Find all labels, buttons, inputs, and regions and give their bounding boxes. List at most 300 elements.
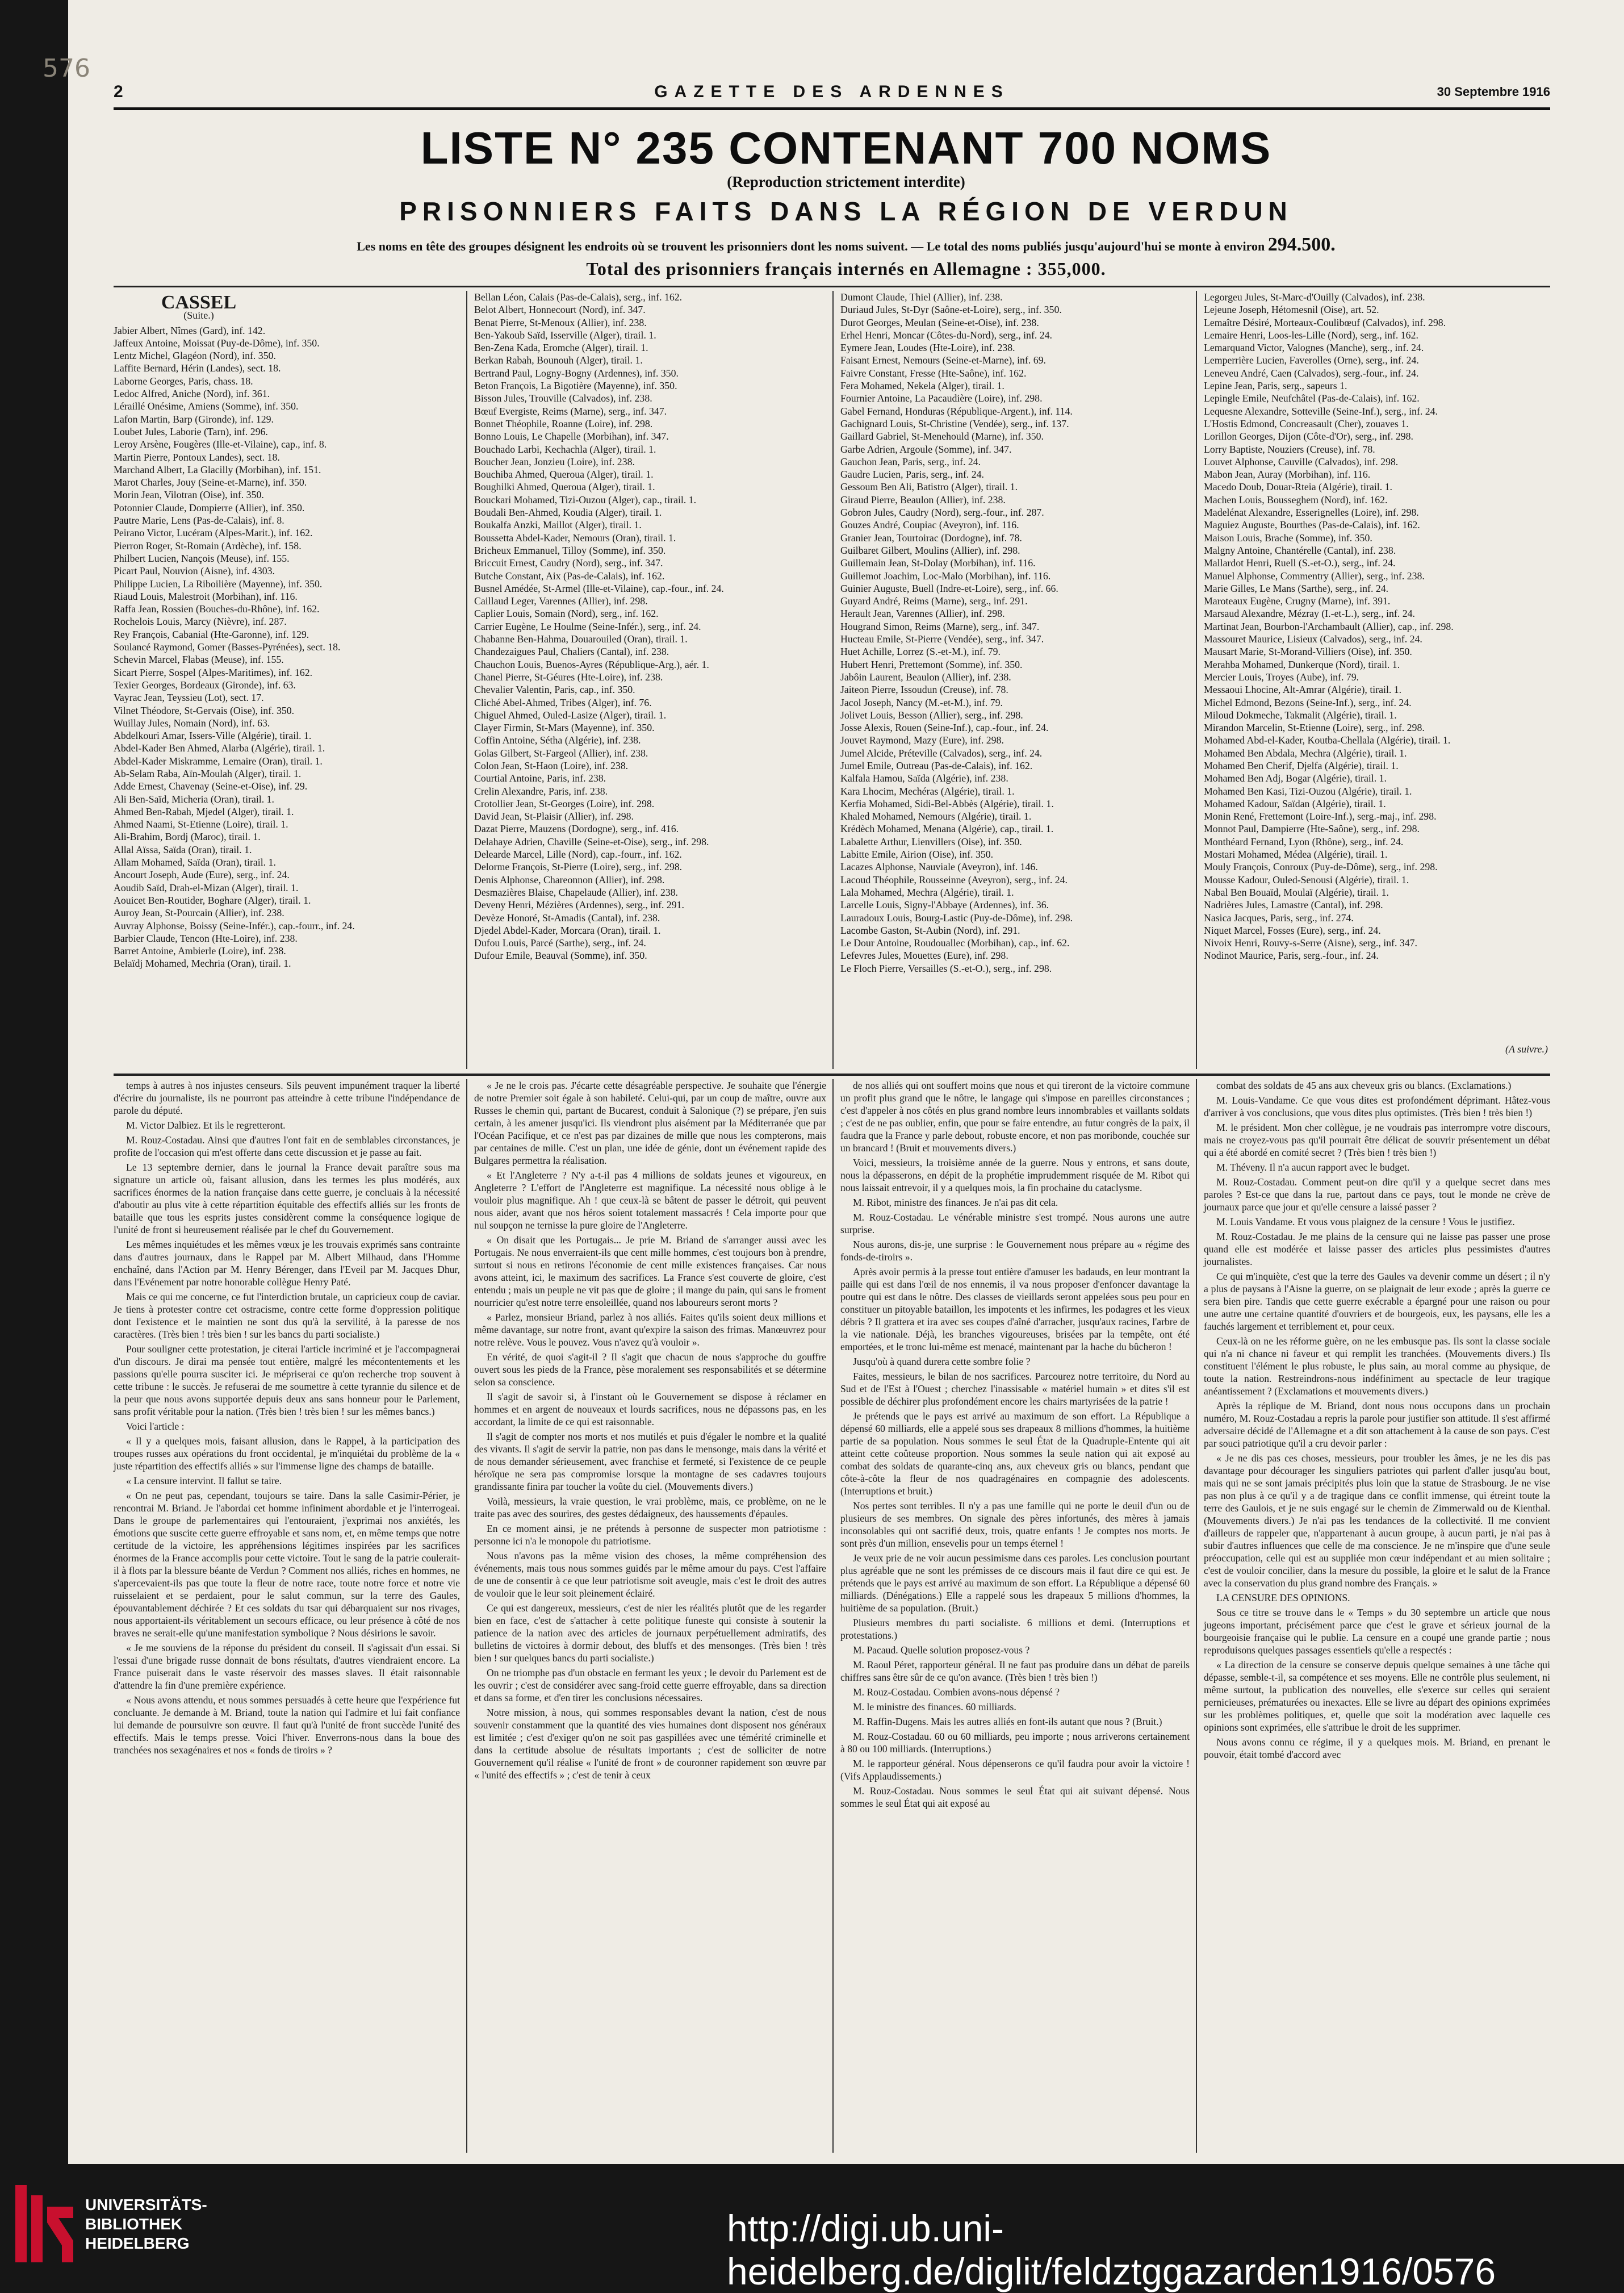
prisoner-entry: Ahmed Naami, St-Etienne (Loire), tirail. 1. <box>114 818 288 830</box>
prisoner-entry: Lala Mohamed, Mechra (Algérie), tirail. 1. <box>840 886 1014 898</box>
paragraph: Nous n'avons pas la même vision des choses, la même compréhension des événements, mais tous nous sommes guidés par le même amour du pays. C'est l'affaire de une de consentir à ce que leur patriotisme soit aveugle, mais c'est le droit des autres de vouloir que le leur soit pleinement éclairé. <box>474 1550 826 1599</box>
paragraph: M. Louis-Vandame. Ce que vous dites est profondément déprimant. Hâtez-vous d'arriver à vos conclusions, que vous dites plus optimistes. (Très bien ! très bien !) <box>1204 1095 1550 1118</box>
paragraph: Après avoir permis à la presse tout entière d'amuser les badauds, en leur montrant la paille qui est dans l'œil de nos ennemis, il va nous proposer d'enfoncer davantage la poutre qui est dans le nôtre. Des classes de vieillards seront appelées sous peu pour en constituer un pitoyable bataillon, les impotents et les infirmes, les podagres et les vieux débris ? Il grattera et ira avec ses coupes d'aîné d'arracher, jusqu'aux racines, l'arbre de la vie nationale. Déjà, les branches vigoureuses, brisées par la tempête, ont été emportées, et le tronc lui-même est menacé, maintenant par la hache du bûcheron ! <box>840 1266 1190 1352</box>
prisoner-entry: Picart Paul, Nouvion (Aisne), inf. 4303. <box>114 565 275 577</box>
prisoner-entry: Abdelkouri Amar, Issers-Ville (Algérie), tirail. 1. <box>114 730 312 742</box>
prisoner-entry: Gauchon Jean, Paris, serg., inf. 24. <box>840 456 981 467</box>
prisoner-entry: Lacoud Théophile, Rousseinne (Aveyron), serg., inf. 24. <box>840 874 1068 886</box>
paragraph: « Je ne le crois pas. J'écarte cette désagréable perspective. Je souhaite que l'énergie de notre Premier soit égale à son habileté. Celui-qui, par un coup de maître, ouvre aux Russes le chemin qui, partant de Bucarest, conduit à Salonique (?) se prépare, j'en suis certain, à les amener jusqu'ici. Ils viendront plus aisément par la Méditerranée que par l'Océan Pacifique, et ce n'est pas par dizaines de mille que nous les compterons, mais par centaines de mille. C'est un plan, une idée de génie, dont un événement rapide des Bulgares permettra la réalisation. <box>474 1080 826 1166</box>
paragraph: M. le rapporteur général. Nous dépenserons ce qu'il faudra pour avoir la victoire ! (Vifs Applaudissements.) <box>840 1758 1190 1782</box>
paragraph: On ne triomphe pas d'un obstacle en fermant les yeux ; le devoir du Parlement est de les ouvrir ; c'est de considérer avec sang-froid cette guerre effroyable, dans sa direction et dans sa forme, et d'en tirer les conclusions nécessaires. <box>474 1667 826 1703</box>
prisoner-entry: Gaillard Gabriel, St-Menehould (Marne), inf. 350. <box>840 431 1044 442</box>
prisoner-entry: Desmazières Blaise, Chapelaude (Allier), inf. 238. <box>474 886 678 898</box>
prisoner-entry: Bonnet Théophile, Roanne (Loire), inf. 298. <box>474 417 653 429</box>
prisoner-entry: Lafon Martin, Barp (Gironde), inf. 129. <box>114 413 274 425</box>
prisoner-entry: Fera Mohamed, Nekela (Alger), tirail. 1. <box>840 380 1004 392</box>
paragraph: de nos alliés qui ont souffert moins que nous et qui tireront de la victoire commune un profit plus grand que le nôtre, le langage qui s'impose en pareilles circonstances ; c'est d'appeler à nos côtés en plus grand nombre leurs innombrables et vaillants soldats ; c'est de ne pas oublier, enfin, que pour se faire entendre, au futur congrès de la paix, il faudra que la France y parle debout, robuste encore, et non pas moribonde, couchée sur un brancard ! (Bruit et mouvements divers.) <box>840 1080 1190 1154</box>
prisoner-entry: Eymere Jean, Loudes (Hte-Loire), inf. 238. <box>840 342 1015 354</box>
prisoner-entry: Gabel Fernand, Honduras (République-Argent.), inf. 114. <box>840 405 1073 417</box>
prisoner-entry: Ab-Selam Raba, Aïn-Moulah (Alger), tirail. 1. <box>114 767 302 779</box>
prisoner-entry: Durot Georges, Meulan (Seine-et-Oise), inf. 238. <box>840 316 1039 328</box>
prisoner-entry: Bouchiba Ahmed, Queroua (Alger), tirail. 1. <box>474 469 654 481</box>
prisoner-entry: Krédèch Mohamed, Menana (Algérie), cap., tirail. 1. <box>840 823 1054 835</box>
prisoner-entry: Belot Albert, Honnecourt (Nord), inf. 347. <box>474 304 646 316</box>
prisoner-entry: Bouckari Mohamed, Tizi-Ouzou (Alger), cap., tirail. 1. <box>474 494 697 506</box>
prisoner-entry: Ledoc Alfred, Aniche (Nord), inf. 361. <box>114 388 270 400</box>
prisoner-entry: Mousse Kadour, Ouled-Senousi (Algérie), tirail. 1. <box>1204 874 1409 886</box>
paragraph: LA CENSURE DES OPINIONS. <box>1216 1592 1350 1603</box>
prisoner-entry: Boukalfa Anzki, Maillot (Alger), tirail. 1. <box>474 519 642 531</box>
paragraph: M. Pacaud. Quelle solution proposez-vous ? <box>853 1644 1030 1656</box>
paragraph: « Nous avons attendu, et nous sommes persuadés à cette heure que l'expérience fut concluante. Je demande à M. Briand, toute la nation qui l'admire et lui fait confiance lui demande de poursuivre son œuvre. Il faut qu'à l'unité de front succède l'unité des effectifs. Mais le temps presse. Voici l'hiver. Enverrons-nous dans la boue des tranchées nos sexagénaires et nos « fonds de tiroirs » ? <box>114 1694 460 1756</box>
prisoner-entry: Pautre Marie, Lens (Pas-de-Calais), inf. 8. <box>114 515 284 527</box>
camp-name: CASSEL <box>161 292 237 313</box>
page-number: 2 <box>114 82 123 101</box>
prisoner-entry: Nasica Jacques, Paris, serg., inf. 274. <box>1204 912 1354 924</box>
prisoner-entry: Chanel Pierre, St-Géures (Hte-Loire), inf. 238. <box>474 671 663 683</box>
prisoner-entry: Mohamed Ben Kasi, Tizi-Ouzou (Algérie), tirail. 1. <box>1204 785 1412 797</box>
prisoner-entry: Léraillé Onésime, Amiens (Somme), inf. 350. <box>114 400 299 412</box>
prisoner-entry: Ahmed Ben-Rabah, Mjedel (Alger), tirail. 1. <box>114 805 294 817</box>
prisoner-entry: Lorillon Georges, Dijon (Côte-d'Or), serg., inf. 298. <box>1204 431 1413 442</box>
prisoner-entry: Chabanne Ben-Hahma, Douarouiled (Oran), tirail. 1. <box>474 633 688 645</box>
prisoner-entry: Maroteaux Eugène, Crugny (Marne), inf. 391. <box>1204 595 1391 607</box>
prisoner-entry: Potonnier Claude, Dompierre (Allier), inf. 350. <box>114 502 305 513</box>
paragraph: Je veux prie de ne voir aucun pessimisme dans ces paroles. Les conclusion pourtant plus agréable que ne sont les prémisses de ce discours mais il faut dire ce qui est. Je prétends que le pays est arrivé au maximum de son effort. La République a dépensé 60 milliards. (Dénégations.) Elle a rappelé sous les drapeaux 5 millions d'hommes, la huitième de sa population. (Bruit.) <box>840 1552 1190 1614</box>
prisoner-entry: Rey François, Cabanial (Hte-Garonne), inf. 129. <box>114 628 309 640</box>
prisoner-entry: Jabôin Laurent, Beaulon (Allier), inf. 238. <box>840 671 1011 683</box>
prisoner-entry: Wuillay Jules, Nomain (Nord), inf. 63. <box>114 717 270 729</box>
paragraph: Nous aurons, dis-je, une surprise : le Gouvernement nous prépare au « régime des fonds-de-tiroirs ». <box>840 1239 1190 1263</box>
prisoner-entry: Ali Ben-Saïd, Micheria (Oran), tirail. 1. <box>114 793 274 805</box>
prisoner-entry: Khaled Mohamed, Nemours (Algérie), tirail. 1. <box>840 811 1032 822</box>
article-column-3 <box>840 1079 1190 2153</box>
camp-suite: (Suite.) <box>183 310 214 321</box>
prisoner-entry: Vayrac Jean, Teyssieu (Lot), sect. 17. <box>114 692 264 704</box>
paragraph: Notre mission, à nous, qui sommes responsables devant la nation, c'est de nous souvenir constamment que la quantité des vies humaines dont disposent nos généraux est limitée ; c'est d'exiger qu'on ne soit pas gaspillées avec une témérité criminelle et dans la certitude absolue de résultats importants ; c'est de solliciter de notre Gouvernement qu'il réalise « l'unité de front » de couronner rapidement son œuvre par « l'unité des effectifs » ; c'est de tenir à ceux <box>474 1707 826 1781</box>
prisoner-entry: Djedel Abdel-Kader, Morcara (Oran), tirail. 1. <box>474 924 661 936</box>
prisoner-entry: Macedo Doub, Douar-Rteia (Algérie), tirail. 1. <box>1204 481 1392 493</box>
prisoner-entry: Niquet Marcel, Fosses (Eure), serg., inf. 24. <box>1204 924 1381 936</box>
paragraph: M. Théveny. Il n'a aucun rapport avec le budget. <box>1216 1162 1410 1173</box>
prisoner-entry: Allam Mohamed, Saïda (Oran), tirail. 1. <box>114 857 276 868</box>
newspaper-title: GAZETTE DES ARDENNES <box>654 82 1010 101</box>
prisoner-entry: Ben-Yakoub Saïd, Isserville (Alger), tirail. 1. <box>474 329 656 341</box>
prisoner-entry: Mirandon Marcelin, St-Etienne (Loire), serg., inf. 298. <box>1204 722 1425 734</box>
prisoner-entry: Lorry Baptiste, Nouziers (Creuse), inf. 78. <box>1204 443 1375 455</box>
prisoner-entry: Lequesne Alexandre, Sotteville (Seine-Inf.), serg., inf. 24. <box>1204 405 1438 417</box>
prisoner-entry: Chevalier Valentin, Paris, cap., inf. 350. <box>474 684 635 696</box>
prisoner-entry: Lacazes Alphonse, Nauviale (Aveyron), inf. 146. <box>840 861 1038 873</box>
paragraph: « On disait que les Portugais... Je prie M. Briand de s'arranger aussi avec les Portugais. Ne nous enverraient-ils que cent mille hommes, c'est toujours bon à prendre, surtout si nous en retirons l'économie de cent mille existences françaises. Car nous avons atteint, ici, le maximum des sacrifices. La France s'est couverte de gloire, c'est entendu ; mais un peuple ne vit pas que de gloire ; il mange du pain, qui sans le froment nourricier qu'est notre terre ensoleillée, quand nos laboureurs seront morts ? <box>474 1234 826 1308</box>
prisoner-entry: Giraud Pierre, Beaulon (Allier), inf. 238. <box>840 494 1006 506</box>
paragraph: « La censure intervint. Il fallut se taire. <box>126 1475 282 1486</box>
prisoner-entry: Kara Lhocim, Mechéras (Algérie), tirail. 1. <box>840 785 1015 797</box>
prisoner-entry: Martinat Jean, Bourbon-l'Archambault (Allier), cap., inf. 298. <box>1204 620 1454 632</box>
list-note-text: Les noms en tête des groupes désignent les endroits où se trouvent les prisonniers dont les noms suivent. — Le total des noms publiés jusqu'aujourd'hui se monte à environ <box>357 239 1265 253</box>
prisoner-entry: Lauradoux Louis, Bourg-Lastic (Puy-de-Dôme), inf. 298. <box>840 912 1073 924</box>
paragraph: « Je ne dis pas ces choses, messieurs, pour troubler les âmes, je ne les dis pas davantage pour décourager les singuliers patriotes qui parlent d'aller jusqu'au bout, mais qui ne se sont jamais précipités plus loin que la statue de Strasbourg. Je ne vise pas non plus à ce qu'il y a de tragique dans ce conflit immense, qui étreint toute la terre des Gaulois, et je ne suis engagé sur le chemin de Zimmerwald ou de Kienthal. (Mouvements divers.) Je n'ai pas les tendances de la collectivité. Il me convient d'ailleurs de rappeler que, n'appartenant à aucun groupe, à aucun parti, je n'ai pas à subir d'autres influences que celle de ma conscience. Je ne m'inspire que d'une seule préoccupation, celle qui est au suppliée mon cœur indépendant et au mien solitaire ; c'est de vouloir concilier, dans la mesure du possible, la gloire et le salut de la France avec la conservation du plus grand nombre des Français. » <box>1204 1452 1550 1589</box>
prisoner-entry: Dufour Emile, Beauval (Somme), inf. 350. <box>474 950 647 962</box>
total-prisoners: Total des prisonniers français internés en Allemagne : 355,000. <box>586 258 1106 279</box>
paragraph: « Et l'Angleterre ? N'y a-t-il pas 4 millions de soldats jeunes et vigoureux, en Angleterre ? L'effort de l'Angleterre est magnifique. La nécessité nous oblige à le vouloir plus magnifique. Ah ! que ceux-là se bâtent de passer le détroit, qui peuvent nous aider, avant que nos héros soient totalement massacrés ! Cela importe pour que nul soupçon ne ternisse la pure gloire de l'Angleterre. <box>474 1170 826 1231</box>
prisoner-entry: Delearde Marcel, Lille (Nord), cap.-fourr., inf. 162. <box>474 849 682 861</box>
article-column-1 <box>114 1079 460 2153</box>
prisoner-entry: Le Dour Antoine, Roudouallec (Morbihan), cap., inf. 62. <box>840 937 1070 949</box>
paragraph: combat des soldats de 45 ans aux cheveux gris ou blancs. (Exclamations.) <box>1216 1080 1512 1091</box>
prisoner-entry: Duriaud Jules, St-Dyr (Saône-et-Loire), serg., inf. 350. <box>840 304 1062 316</box>
library-name-line-3: HEIDELBERG <box>85 2234 190 2252</box>
prisoner-entry: Louvet Alphonse, Cauville (Calvados), inf. 298. <box>1204 456 1399 467</box>
prisoner-entry: Philbert Lucien, Nançois (Meuse), inf. 155. <box>114 552 290 564</box>
newspaper-page <box>43 0 1624 2164</box>
prisoner-entry: Deveny Henri, Mézières (Ardennes), serg., inf. 291. <box>474 899 684 911</box>
prisoner-entry: Mouly François, Conroux (Puy-de-Dôme), serg., inf. 298. <box>1204 861 1438 873</box>
prisoner-entry: Ancourt Joseph, Aude (Eure), serg., inf. 24. <box>114 869 290 881</box>
prisoner-entry: Coffin Antoine, Sétha (Algérie), inf. 238. <box>474 734 641 746</box>
prisoner-entry: Nadrières Jules, Lamastre (Cantal), inf. 298. <box>1204 899 1383 911</box>
prisoner-entry: Garbe Adrien, Argoule (Somme), inf. 347. <box>840 443 1012 455</box>
prisoner-entry: Chiguel Ahmed, Ouled-Lasize (Alger), tirail. 1. <box>474 709 667 721</box>
prisoner-entry: Labalette Arthur, Lienvillers (Oise), inf. 350. <box>840 836 1022 847</box>
prisoner-entry: Chandezaigues Paul, Chaliers (Cantal), inf. 238. <box>474 646 669 658</box>
prisoner-entry: Mostari Mohamed, Médea (Algérie), tirail. 1. <box>1204 849 1388 861</box>
prisoner-entry: Barbier Claude, Tencon (Hte-Loire), inf. 238. <box>114 932 298 944</box>
prisoner-entry: Kalfala Hamou, Saïda (Algérie), inf. 238. <box>840 772 1008 784</box>
prisoner-entry: Lemaire Henri, Loos-les-Lille (Nord), serg., inf. 162. <box>1204 329 1418 341</box>
prisoner-entry: Sicart Pierre, Sospel (Alpes-Maritimes), inf. 162. <box>114 666 313 678</box>
prisoner-entry: Adde Ernest, Chavenay (Seine-et-Oise), inf. 29. <box>114 780 308 792</box>
paragraph: M. Rouz-Costadau. Nous sommes le seul État qui ait suivant dépensé. Nous sommes le seul État qui ait exposé au <box>840 1785 1190 1809</box>
prisoner-entry: Larcelle Louis, Signy-l'Abbaye (Ardennes), inf. 36. <box>840 899 1049 911</box>
prisoner-entry: Boucher Jean, Jonzieu (Loire), inf. 238. <box>474 456 635 467</box>
prisoner-entry: Martin Pierre, Pontoux Landes), sect. 18. <box>114 451 280 463</box>
paragraph: Les mêmes inquiétudes et les mêmes vœux je les trouvais exprimés sans contrainte dans d'autres journaux, dans le Rappel par M. Albert Milhaud, dans l'Homme enchaîné, dans l'Action par M. Henry Bérenger, dans l'Eveil par M. Jacques Dhur, dans l'Evénement par notre honorable collègue Henry Paté. <box>114 1239 460 1288</box>
prisoner-entry: Abdel-Kader Miskramme, Lemaire (Oran), tirail. 1. <box>114 755 323 767</box>
names-column-2 <box>474 291 826 1069</box>
prisoner-entry: Manuel Alphonse, Commentry (Allier), serg., inf. 238. <box>1204 570 1425 582</box>
paragraph: En ce moment ainsi, je ne prétends à personne de suspecter mon patriotisme : personne ici n'a le monopole du patriotisme. <box>474 1523 826 1547</box>
prisoner-entry: Boussetta Abdel-Kader, Nemours (Oran), tirail. 1. <box>474 532 676 544</box>
prisoner-entry: Jumel Emile, Outreau (Pas-de-Calais), inf. 162. <box>840 759 1033 771</box>
paragraph: Voilà, messieurs, la vraie question, le vrai problème, mais, ce problème, on ne le traite pas avec des sourires, des gestes dédaigneux, des haussements d'épaules. <box>474 1496 826 1519</box>
prisoner-entry: Guillemain Jean, St-Dolay (Morbihan), inf. 116. <box>840 557 1036 569</box>
prisoner-entry: Allal Aïssa, Saïda (Oran), tirail. 1. <box>114 843 252 855</box>
prisoner-entry: Berkan Rabah, Bounouh (Alger), tirail. 1. <box>474 354 643 366</box>
prisoner-entry: Auvray Alphonse, Boissy (Seine-Infér.), cap.-fourr., inf. 24. <box>114 920 355 932</box>
prisoner-entry: Jouvet Raymond, Mazy (Eure), inf. 298. <box>840 734 1004 746</box>
rule-top <box>114 286 1550 287</box>
prisoner-entry: Philippe Lucien, La Riboilière (Mayenne), inf. 350. <box>114 578 323 590</box>
prisoner-entry: Marsaud Alexandre, Mézray (I.-et-L.), serg., inf. 24. <box>1204 608 1415 620</box>
prisoner-entry: Barret Antoine, Ambierle (Loire), inf. 238. <box>114 945 286 957</box>
prisoner-entry: Gessoum Ben Ali, Batistro (Alger), tirail. 1. <box>840 481 1018 493</box>
prisoner-entry: Texier Georges, Bordeaux (Gironde), inf. 63. <box>114 679 296 691</box>
paragraph: M. Ribot, ministre des finances. Je n'ai pas dit cela. <box>853 1197 1058 1208</box>
name-lists <box>114 291 1550 1069</box>
prisoner-entry: Delorme François, St-Pierre (Loire), serg., inf. 298. <box>474 861 683 873</box>
prisoner-entry: Bonno Louis, Le Chapelle (Morbihan), inf. 347. <box>474 431 669 442</box>
prisoner-entry: Gouzes André, Coupiac (Aveyron), inf. 116. <box>840 519 1019 531</box>
prisoner-entry: Lentz Michel, Glagéon (Nord), inf. 350. <box>114 350 276 362</box>
library-name-line-2: BIBLIOTHEK <box>85 2215 183 2233</box>
library-footer <box>0 2164 1620 2292</box>
prisoner-entry: Jaffeux Antoine, Moissat (Puy-de-Dôme), inf. 350. <box>114 337 320 349</box>
prisoner-entry: Belaïdj Mohamed, Mechria (Oran), tirail. 1. <box>114 958 291 970</box>
prisoner-entry: Guyard André, Reims (Marne), serg., inf. 291. <box>840 595 1028 607</box>
paragraph: « Il y a quelques mois, faisant allusion, dans le Rappel, à la participation des troupes russes aux opérations du front occidental, je m'inquiétai du problème de la « juste répartition des effectifs alliés » sur l'immense ligne des champs de bataille. <box>114 1435 460 1472</box>
prisoner-entry: Guilbaret Gilbert, Moulins (Allier), inf. 298. <box>840 544 1020 556</box>
prisoner-entry: Devèze Honoré, St-Amadis (Cantal), inf. 238. <box>474 912 660 924</box>
prisoner-entry: Granier Jean, Tourtoirac (Dordogne), inf. 78. <box>840 532 1022 544</box>
paragraph: M. Rouz-Costadau. Comment peut-on dire qu'il y a quelque secret dans mes paroles ? Est-ce que dans la rue, partout dans ce pays, tout le monde ne crève de journaux parce que jour et qu'elle censure a laissé passer ? <box>1204 1176 1550 1213</box>
prisoner-entry: Michel Edmond, Bezons (Seine-Inf.), serg., inf. 24. <box>1204 696 1412 708</box>
headline: LISTE N° 235 CONTENANT 700 NOMS <box>420 123 1272 173</box>
paragraph: Plusieurs membres du parti socialiste. 6 millions et demi. (Interruptions et protestations.) <box>840 1617 1190 1641</box>
prisoner-entry: Jolivet Louis, Besson (Allier), serg., inf. 298. <box>840 709 1023 721</box>
prisoner-entry: Hougrand Simon, Reims (Marne), serg., inf. 347. <box>840 620 1040 632</box>
prisoner-entry: Crelin Alexandre, Paris, inf. 238. <box>474 785 608 797</box>
prisoner-entry: Crotollier Jean, St-Georges (Loire), inf. 298. <box>474 797 655 809</box>
prisoner-entry: Marot Charles, Jouy (Seine-et-Marne), inf. 350. <box>114 477 307 488</box>
prisoner-entry: Hucteau Emile, St-Pierre (Vendée), serg., inf. 347. <box>840 633 1044 645</box>
paragraph: Pour souligner cette protestation, je citerai l'article incriminé et je l'accompagnerai d'un discours. Je dirai ma pensée tout entière, malgré les mécontentements et les passions qu'elle pourra susciter ici. Je mépriserai ce qu'on recherche trop souvent à cette tribune : le succès. Je refuserai de me soumettre à cette tyrannie du silence et de la peur que nous avons supportée depuis deux ans sans honneur pour le Parlement, sans profit véritable pour la nation. (Très bien ! très bien ! sur les mêmes bancs.) <box>114 1343 460 1417</box>
prisoner-entry: Merahba Mohamed, Dunkerque (Nord), tirail. 1. <box>1204 658 1400 670</box>
prisoner-entry: Mausart Marie, St-Morand-Villiers (Oise), inf. 350. <box>1204 646 1412 658</box>
prisoner-entry: L'Hostis Edmond, Concreasault (Cher), zouaves 1. <box>1204 417 1409 429</box>
prisoner-entry: Bisson Jules, Trouville (Calvados), inf. 238. <box>474 392 652 404</box>
prisoner-entry: Malgny Antoine, Chantérelle (Cantal), inf. 238. <box>1204 544 1396 556</box>
debate-article <box>114 1079 1550 2153</box>
prisoner-entry: Aoudib Saïd, Drah-el-Mizan (Alger), tirail. 1. <box>114 882 299 893</box>
prisoner-entry: Leneveu André, Caen (Calvados), serg.-four., inf. 24. <box>1204 367 1419 379</box>
prisoner-entry: Josse Alexis, Rouen (Seine-Inf.), cap.-four., inf. 24. <box>840 722 1049 734</box>
prisoner-entry: Gachignard Louis, St-Christine (Vendée), serg., inf. 137. <box>840 417 1069 429</box>
paragraph: Mais ce qui me concerne, ce fut l'interdiction brutale, un capricieux coup de caviar. Je tiens à protester contre cet ostracisme, contre cette forme d'oppression politique dont l'existence et le maintien ne sont dus qu'à la servilité, à la paresse de nos caractères. (Très bien ! très bien ! sur les bancs du parti socialiste.) <box>114 1291 460 1340</box>
prisoner-entry: Chauchon Louis, Buenos-Ayres (République-Arg.), aér. 1. <box>474 658 709 670</box>
paragraph: Le 13 septembre dernier, dans le journal la France devait paraître sous ma signature un article où, faisant allusion, dans les termes les plus modérés, aux sacrifices énormes de la nation française dans cette guerre, je concluais à la nécessité d'aboutir au plus vite à cette répartition équitable des effectifs alliés sur les fronts de bataille que tous les esprits justes considèrent comme la conséquence logique de l'unité de front si heureusement réalisée par le chef du Gouvernement. <box>114 1162 460 1235</box>
prisoner-entry: Abdel-Kader Ben Ahmed, Alarba (Algérie), tirail. 1. <box>114 742 325 754</box>
rule-middle <box>114 1074 1550 1076</box>
prisoner-entry: Madelénat Alexandre, Esserignelles (Loire), inf. 298. <box>1204 507 1419 519</box>
prisoner-entry: Mercier Louis, Troyes (Aube), inf. 79. <box>1204 671 1359 683</box>
prisoner-entry: Lemperrière Lucien, Faverolles (Orne), serg., inf. 24. <box>1204 354 1419 366</box>
prisoner-entry: Carrier Eugène, Le Houlme (Seine-Infér.), serg., inf. 24. <box>474 620 701 632</box>
source-url[interactable]: http://digi.ub.uni-heidelberg.de/diglit/feldztggazarden1916/0576 <box>727 2207 1496 2292</box>
prisoner-entry: Loubet Jules, Laborie (Tarn), inf. 296. <box>114 425 268 437</box>
paragraph: Après la réplique de M. Briand, dont nous nous occupons dans un prochain numéro, M. Rouz-Costadau a repris la parole pour justifier son attitude. Il s'est affirmé adversaire décidé de l'Allemagne et a dit son attachement à la cause de son pays. C'est par souci patriotique qu'il a cru devoir parler : <box>1204 1400 1550 1449</box>
library-name-line-1: UNIVERSITÄTS- <box>85 2196 207 2213</box>
names-column-3 <box>840 291 1190 1069</box>
prisoner-entry: Soulancé Raymond, Gomer (Basses-Pyrénées), sect. 18. <box>114 641 341 653</box>
prisoner-entry: Machen Louis, Bousseghem (Nord), inf. 162. <box>1204 494 1388 506</box>
paragraph: M. Raffin-Dugens. Mais les autres alliés en font-ils autant que nous ? (Bruit.) <box>853 1716 1162 1727</box>
article-column-2 <box>474 1079 826 2153</box>
prisoner-entry: Rochelois Louis, Marcy (Nièvre), inf. 287. <box>114 616 287 628</box>
prisoner-entry: Mohamed Ben Cherif, Djelfa (Algérie), tirail. 1. <box>1204 759 1399 771</box>
prisoner-entry: Gobron Jules, Caudry (Nord), serg.-four., inf. 287. <box>840 507 1044 519</box>
prisoner-entry: Ali-Brahim, Bordj (Maroc), tirail. 1. <box>114 831 261 843</box>
prisoner-entry: Clayer Firmin, St-Mars (Mayenne), inf. 350. <box>474 722 655 734</box>
prisoner-entry: Jacol Joseph, Nancy (M.-et-M.), inf. 79. <box>840 696 1003 708</box>
paragraph: Voici, messieurs, la troisième année de la guerre. Nous y entrons, et sans doute, nous la dépasserons, en dépit de la prophétie imprudemment risquée de M. Ribot qui nous laissait entrevoir, il y a quelques mois, la fin prochaine du cataclysme. <box>840 1157 1190 1193</box>
prisoner-entry: Mabon Jean, Auray (Morbihan), inf. 116. <box>1204 469 1371 481</box>
paragraph: Ceux-là on ne les réforme guère, on ne les embusque pas. Ils sont la classe sociale qui n'a ni chance ni faveur et qui remplit les tranchées. (Mouvements divers.) Ils constituent l'élément le plus robuste, le plus sain, au moral comme au physique, de toute la nation. Restreindrons-nous indéfiniment au spectacle de leur tragique anéantissement ? (Exclamations et mouvements divers.) <box>1204 1335 1550 1397</box>
paragraph: temps à autres à nos injustes censeurs. Sils peuvent impunément traquer la liberté d'écrire du journaliste, ils ne pourront pas atteindre à cette tribune l'indépendance de parole du député. <box>114 1080 460 1116</box>
prisoner-entry: Busnel Amédée, St-Armel (Ille-et-Vilaine), cap.-four., inf. 24. <box>474 582 724 594</box>
prisoner-entry: Courtial Antoine, Paris, inf. 238. <box>474 772 606 784</box>
prisoner-entry: Jabier Albert, Nîmes (Gard), inf. 142. <box>114 324 266 336</box>
prisoner-entry: Maguiez Auguste, Bourthes (Pas-de-Calais), inf. 162. <box>1204 519 1420 531</box>
prisoner-entry: Massouret Maurice, Lisieux (Calvados), serg., inf. 24. <box>1204 633 1422 645</box>
list-note <box>68 234 1624 256</box>
prisoner-entry: Herault Jean, Varennes (Allier), inf. 298. <box>840 608 1005 620</box>
names-column-1 <box>114 291 460 1069</box>
paragraph: Ce qui est dangereux, messieurs, c'est de nier les réalités plutôt que de les regarder bien en face, c'est de s'attacher à cette politique funeste qui consiste à soutenir la patience de la nation avec des articles de journaux perpétuellement admiratifs, des bulletins de victoires à dormir debout, des bluffs et des mensonges. (Très bien ! très bien ! sur quelques bancs du parti socialiste.) <box>474 1602 826 1664</box>
paragraph: Il s'agit de savoir si, à l'instant où le Gouvernement se dispose à réclamer en hommes et en argent de nouveaux et lourds sacrifices, nous ne dépassons pas, en les accordant, la limite de ce qui est raisonnable. <box>474 1391 826 1427</box>
prisoner-entry: Mohamed Abd-el-Kader, Koutba-Chellala (Algérie), tirail. 1. <box>1204 734 1451 746</box>
paragraph: « Je me souviens de la réponse du président du conseil. Il s'agissait d'un essai. Si l'essai d'une brigade russe donnait de bons résultats, d'autres viendraient encore. La France puiserait dans le vaste réservoir des masses slaves. Il était raisonnable d'attendre la fin d'une première expérience. <box>114 1642 460 1691</box>
paragraph: « On ne peut pas, cependant, toujours se taire. Dans la salle Casimir-Périer, je rencontrai M. Briand. Je l'abordai cet homme infiniment abordable et je l'interrogeai. Dans le groupe de parlementaires qui l'entouraient, j'exprimai nos anxiétés, les émotions que suscite cette guerre effroyable et sans nom, et, en même temps que notre certitude de la victoire, les appréhensions légitimes inspirées par les sacrifices énormes de la France accomplis pour cette victoire. Tout le sang de la patrie coulerait-il à flots par la blessure béante de Verdun ? Comment nos alliés, riches en hommes, ne s'apercevaient-ils pas que toute la fleur de notre race, toute notre force et notre vie ruisselaient et se perdaient, pour le salut commun, sur la terre des Gaules, épouvantablement déchirée ? Et ces soldats du tsar qui débarquaient sur nos rivages, nous apportaient-ils véritablement un secours efficace, ou leur présence à côté de nos braves ne serait-elle qu'une manifestation symbolique ? Nous désirions le savoir. <box>114 1490 460 1639</box>
subheadline: PRISONNIERS FAITS DANS LA RÉGION DE VERDUN <box>399 197 1293 226</box>
prisoner-entry: Mohamed Ben Abdala, Mechra (Algérie), tirail. 1. <box>1204 747 1407 759</box>
prisoner-entry: Ben-Zena Kada, Eromche (Alger), tirail. 1. <box>474 342 648 354</box>
prisoner-entry: Denis Alphonse, Chareonnon (Allier), inf. 298. <box>474 874 665 886</box>
prisoner-entry: Messaoui Lhocine, Alt-Amrar (Algérie), tirail. 1. <box>1204 684 1402 696</box>
article-column-4 <box>1204 1079 1550 2153</box>
prisoner-entry: Mohamed Kadour, Saïdan (Algérie), tirail. 1. <box>1204 797 1386 809</box>
prisoner-entry: Faivre Constant, Fresse (Hte-Saône), inf. 162. <box>840 367 1027 379</box>
prisoner-entry: Laffite Bernard, Hérin (Landes), sect. 18. <box>114 362 281 374</box>
prisoner-entry: Caplier Louis, Somain (Nord), serg., inf. 162. <box>474 608 659 620</box>
prisoner-entry: Lemaître Désiré, Morteaux-Coulibœuf (Calvados), inf. 298. <box>1204 316 1446 328</box>
prisoner-entry: Nivoix Henri, Rouvy-s-Serre (Aisne), serg., inf. 347. <box>1204 937 1417 949</box>
prisoner-entry: Guinier Auguste, Buell (Indre-et-Loire), serg., inf. 66. <box>840 582 1058 594</box>
paragraph: Sous ce titre se trouve dans le « Temps » du 30 septembre un article que nous jugeons important, précisément parce que c'est le grave et sérieux journal de la bourgeoisie française qui le publie. La censure en a coupé une grande partie ; nous reproduisons quelques passages essentiels qu'elle a respectés : <box>1204 1607 1550 1656</box>
running-header <box>114 82 1550 110</box>
prisoner-entry: Gaudre Lucien, Paris, serg., inf. 24. <box>840 469 984 481</box>
prisoner-entry: Jumel Alcide, Préteville (Calvados), serg., inf. 24. <box>840 747 1043 759</box>
prisoner-entry: Golas Gilbert, St-Fargeol (Allier), inf. 238. <box>474 747 648 759</box>
prisoner-entry: Hubert Henri, Prettemont (Somme), inf. 350. <box>840 658 1023 670</box>
list-note-total: 294.500. <box>1267 234 1336 255</box>
prisoner-entry: Miloud Dokmeche, Takmalit (Algérie), tirail. 1. <box>1204 709 1397 721</box>
paragraph: M. Louis Vandame. Et vous vous plaignez de la censure ! Vous le justifiez. <box>1216 1216 1515 1227</box>
prisoner-entry: Faisant Ernest, Nemours (Seine-et-Marne), inf. 69. <box>840 354 1046 366</box>
paragraph: Je prétends que le pays est arrivé au maximum de son effort. La République a dépensé 60 milliards, elle a appelé sous ses drapeaux 8 millions d'hommes, la huitième partie de sa population. Nous sommes le seul État de la Quadruple-Entente qui ait atteint cette coûteuse proportion. Nous sommes la seule nation qui ait exposé au combat des soldats de quarante-cinq ans, aux cheveux gris ou blancs, pendant que côte-à-côte la fleur de nos quadragénaires en compagnie des adolescents. (Interruptions et bruit.) <box>840 1410 1190 1497</box>
prisoner-entry: Bricheux Emmanuel, Tilloy (Somme), inf. 350. <box>474 544 666 556</box>
prisoner-entry: Riaud Louis, Malestroit (Morbihan), inf. 116. <box>114 590 298 602</box>
prisoner-entry: Nabal Ben Bouaïd, Moulaï (Algérie), tirail. 1. <box>1204 886 1389 898</box>
prisoner-entry: Lemarquand Victor, Valognes (Manche), serg., inf. 24. <box>1204 342 1424 354</box>
prisoner-entry: Legorgeu Jules, St-Marc-d'Ouilly (Calvados), inf. 238. <box>1204 291 1425 303</box>
prisoner-entry: Bellan Léon, Calais (Pas-de-Calais), serg., inf. 162. <box>474 291 683 303</box>
prisoner-entry: Mohamed Ben Adj, Bogar (Algérie), tirail. 1. <box>1204 772 1387 784</box>
prisoner-entry: Briccuit Ernest, Caudry (Nord), serg., inf. 347. <box>474 557 663 569</box>
prisoner-entry: Nodinot Maurice, Paris, serg.-four., inf. 24. <box>1204 950 1379 962</box>
paragraph: En vérité, de quoi s'agit-il ? Il s'agit que chacun de nous s'approche du gouffre ouvert sous les pieds de la France, pèse moralement ses responsabilités et se détermine selon sa conscience. <box>474 1351 826 1388</box>
prisoner-entry: Schevin Marcel, Flabas (Meuse), inf. 155. <box>114 654 284 666</box>
prisoner-entry: Auroy Jean, St-Pourcain (Allier), inf. 238. <box>114 907 284 919</box>
prisoner-entry: Lepingle Emile, Neufchâtel (Pas-de-Calais), inf. 162. <box>1204 392 1420 404</box>
paragraph: Voici l'article : <box>126 1421 185 1432</box>
prisoner-entry: David Jean, St-Plaisir (Allier), inf. 298. <box>474 811 634 822</box>
prisoner-entry: Lejeune Joseph, Hétomesnil (Oise), art. 52. <box>1204 304 1379 316</box>
paragraph: « Parlez, monsieur Briand, parlez à nos alliés. Faites qu'ils soient deux millions et même davantage, sur notre front, avant qu'expire la saison des frimas. Manœuvrez pour notre relève. Vous le pouvez. Vous n'avez qu'à vouloir ». <box>474 1312 826 1348</box>
prisoner-entry: Aouicet Ben-Routider, Boghare (Alger), tirail. 1. <box>114 894 311 906</box>
prisoner-entry: Bouchado Larbi, Kechachla (Alger), tirail. 1. <box>474 443 656 455</box>
prisoner-entry: Monthéard Fernand, Lyon (Rhône), serg., inf. 24. <box>1204 836 1404 847</box>
prisoner-entry: Fournier Antoine, La Pacaudière (Loire), inf. 298. <box>840 392 1043 404</box>
prisoner-entry: Vilnet Théodore, St-Gervais (Oise), inf. 350. <box>114 704 295 716</box>
prisoner-entry: Beton François, La Bigotière (Mayenne), inf. 350. <box>474 380 677 392</box>
prisoner-entry: Marie Gilles, Le Mans (Sarthe), serg., inf. 24. <box>1204 582 1389 594</box>
prisoner-entry: Boudali Ben-Ahmed, Koudia (Alger), tirail. 1. <box>474 507 662 519</box>
paragraph: M. Rouz-Costadau. Je me plains de la censure qui ne laisse pas passer une prose quand elle est modérée et laisse passer des articles plus pessimistes d'autres journalistes. <box>1204 1231 1550 1267</box>
prisoner-entry: Bertrand Paul, Logny-Bogny (Ardennes), inf. 350. <box>474 367 679 379</box>
prisoner-entry: Guillemot Joachim, Loc-Malo (Morbihan), inf. 116. <box>840 570 1051 582</box>
prisoner-entry: Laborne Georges, Paris, chass. 18. <box>114 375 253 387</box>
paragraph: M. Rouz-Costadau. 60 ou 60 milliards, peu importe ; nous arriverons certainement à 80 ou 100 milliards. (Interruptions.) <box>840 1731 1190 1755</box>
prisoner-entry: Dumont Claude, Thiel (Allier), inf. 238. <box>840 291 1003 303</box>
prisoner-entry: Mallardot Henri, Ruell (S.-et-O.), serg., inf. 24. <box>1204 557 1396 569</box>
paragraph: M. Rouz-Costadau. Le vénérable ministre s'est trompé. Nous aurons une autre surprise. <box>840 1212 1190 1235</box>
prisoner-entry: Morin Jean, Vilotran (Oise), inf. 350. <box>114 489 264 501</box>
prisoner-entry: Monin René, Frettemont (Loire-Inf.), serg.-maj., inf. 298. <box>1204 811 1437 822</box>
prisoner-entry: Dufou Louis, Parcé (Sarthe), serg., inf. 24. <box>474 937 646 949</box>
prisoner-entry: Delahaye Adrien, Chaville (Seine-et-Oise), serg., inf. 298. <box>474 836 709 847</box>
university-library-logo-icon <box>14 2184 77 2263</box>
paragraph: M. Rouz-Costadau. Combien avons-nous dépensé ? <box>853 1686 1060 1698</box>
paragraph: Jusqu'où à quand durera cette sombre folie ? <box>853 1356 1031 1367</box>
paragraph: « La direction de la censure se conserve depuis quelque semaines à une tâche qui dépasse, semble-t-il, sa compétence et ses moyens. Elle ne contrôle plus seulement, ni même surtout, la publication des nouvelles, elle s'exerce sur celles qui seraient pernicieuses, prématurées ou inexactes. Elle se livre au départ des opinions exprimées sur les problèmes politiques, et, quelle que soit la modération avec laquelle ces opinions sont exprimées, elle s'attribue le droit de les supprimer. <box>1204 1659 1550 1733</box>
library-name <box>85 2195 207 2253</box>
prisoner-entry: Kerfia Mohamed, Sidi-Bel-Abbès (Algérie), tirail. 1. <box>840 797 1054 809</box>
prisoner-entry: Colon Jean, St-Haon (Loire), inf. 238. <box>474 759 629 771</box>
paragraph: M. le ministre des finances. 60 milliards. <box>853 1701 1016 1713</box>
prisoner-entry: Lacombe Gaston, St-Aubin (Nord), inf. 291. <box>840 924 1020 936</box>
prisoner-entry: Marchand Albert, La Glacilly (Morbihan), inf. 151. <box>114 463 321 475</box>
prisoner-entry: Butche Constant, Aix (Pas-de-Calais), inf. 162. <box>474 570 665 582</box>
paragraph: M. Rouz-Costadau. Ainsi que d'autres l'ont fait en de semblables circonstances, je profite de l'occasion qui m'est offerte dans cette discussion et je passe au fait. <box>114 1134 460 1158</box>
prisoner-entry: Le Floch Pierre, Versailles (S.-et-O.), serg., inf. 298. <box>840 962 1052 974</box>
prisoner-entry: Boughilki Ahmed, Queroua (Alger), tirail. 1. <box>474 481 655 493</box>
paragraph: M. Raoul Péret, rapporteur général. Il ne faut pas produire dans un débat de pareils chiffres sans être sûr de ce qu'on avance. (Très bien ! très bien !) <box>840 1659 1190 1683</box>
prisoner-entry: Labitte Emile, Airion (Oise), inf. 350. <box>840 849 994 861</box>
paragraph: Nos pertes sont terribles. Il n'y a pas une famille qui ne porte le deuil d'un ou de plusieurs de ses membres. On signale des pères infortunés, des mères à jamais inconsolables qui ont sacrifié deux, trois, quatre enfants ! Je comptes nos morts. Je sont près d'un million, ensevelis pour un temps éternel ! <box>840 1500 1190 1549</box>
paragraph: Il s'agit de compter nos morts et nos mutilés et puis d'égaler le nombre et la qualité des vivants. Il s'agit de servir la patrie, non pas dans le mensonge, mais dans la vérité et de nous demander sérieusement, avec franchise et fermeté, si l'existence de ce peuple héroïque ne sera pas compromise lorsque la montagne de ses cadavres toujours grandissante finira par toucher la voûte du ciel. (Mouvements divers.) <box>474 1431 826 1492</box>
reproduction-notice: (Reproduction strictement interdite) <box>727 173 965 190</box>
prisoner-entry: Jaiteon Pierre, Issoudun (Creuse), inf. 78. <box>840 684 1008 696</box>
prisoner-entry: Huet Achille, Lorrez (S.-et-M.), inf. 79. <box>840 646 1001 658</box>
prisoner-entry: Benat Pierre, St-Menoux (Allier), inf. 238. <box>474 316 647 328</box>
prisoner-entry: Monnot Paul, Dampierre (Hte-Saône), serg., inf. 298. <box>1204 823 1420 835</box>
prisoner-entry: Peirano Victor, Lucéram (Alpes-Marit.), inf. 162. <box>114 527 313 539</box>
prisoner-entry: Lepine Jean, Paris, serg., sapeurs 1. <box>1204 380 1347 392</box>
prisoner-entry: Dazat Pierre, Mauzens (Dordogne), serg., inf. 416. <box>474 823 679 835</box>
issue-date: 30 Septembre 1916 <box>1437 85 1550 99</box>
pencil-page-number: 576 <box>43 54 90 83</box>
prisoner-entry: Leroy Arsène, Fougères (Ille-et-Vilaine), cap., inf. 8. <box>114 438 327 450</box>
paragraph: M. Victor Dalbiez. Et ils le regretteront. <box>126 1120 286 1131</box>
prisoner-entry: Bœuf Evergiste, Reims (Marne), serg., inf. 347. <box>474 405 667 417</box>
prisoner-entry: Caillaud Leger, Varennes (Allier), inf. 298. <box>474 595 648 607</box>
paragraph: M. le président. Mon cher collègue, je ne voudrais pas interrompre votre discours, mais ne croyez-vous pas qu'il pourrait être délicat de souvrir présentement un débat qui a été abordé en comité secret ? (Très bien ! très bien !) <box>1204 1122 1550 1158</box>
prisoner-entry: Raffa Jean, Rossien (Bouches-du-Rhône), inf. 162. <box>114 603 320 615</box>
prisoner-entry: Lefevres Jules, Mouettes (Eure), inf. 298. <box>840 950 1008 962</box>
continued-note: (A suivre.) <box>1505 1043 1548 1055</box>
prisoner-entry: Erhel Henri, Moncar (Côtes-du-Nord), serg., inf. 24. <box>840 329 1052 341</box>
